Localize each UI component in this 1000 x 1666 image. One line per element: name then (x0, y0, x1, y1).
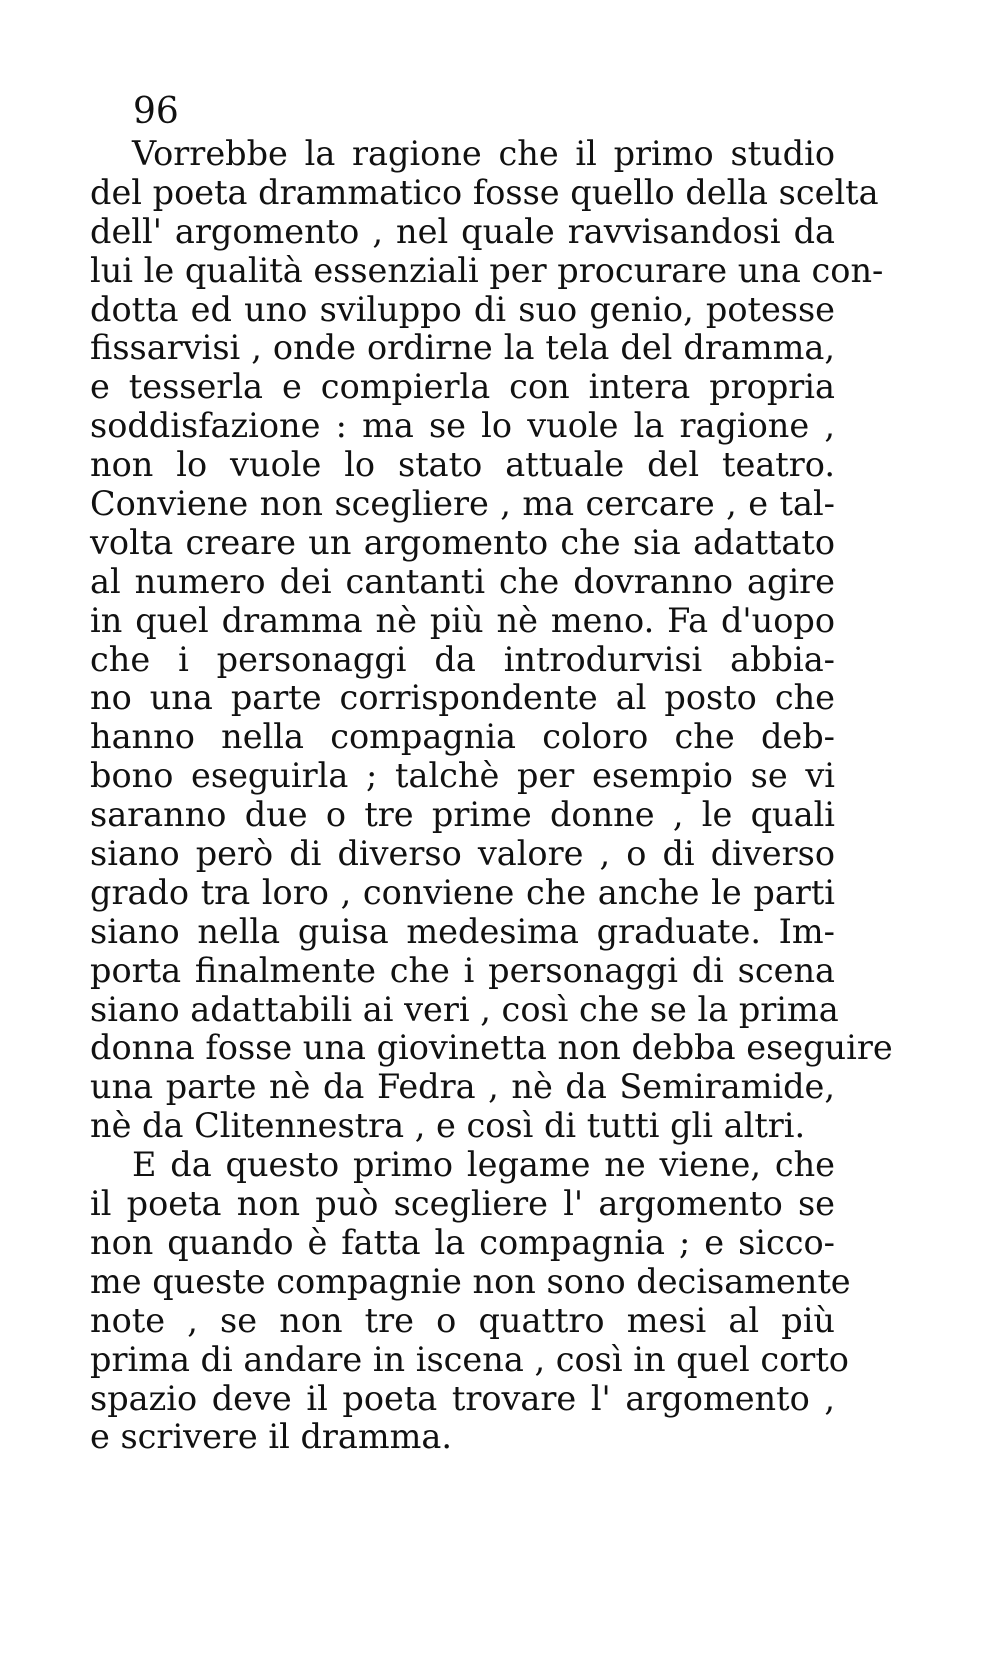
text-line: bono eseguirla ; talchè per esempio se vi (90, 756, 835, 796)
text-line: donna fosse una giovinetta non debba eseguire (90, 1028, 893, 1068)
text-line: dell' argomento , nel quale ravvisandosi da (90, 211, 835, 251)
text-line: che i personaggi da introdurvisi abbia- (90, 639, 835, 679)
text-line: dotta ed uno sviluppo di suo genio, potesse (90, 289, 835, 329)
text-line: e scrivere il dramma. (90, 1417, 453, 1457)
text-line: e tesserla e compierla con intera propria (90, 367, 835, 407)
text-line: lui le qualità essenziali per procurare una con- (90, 250, 884, 290)
text-line: saranno due o tre prime donne , le quali (90, 795, 835, 835)
text-line: il poeta non può scegliere l' argomento se (90, 1184, 835, 1224)
text-line: Vorrebbe la ragione che il primo studio (132, 134, 835, 173)
text-line: prima di andare in iscena , così in quel corto (90, 1339, 849, 1379)
text-line: nè da Clitennestra , e così di tutti gli altri. (90, 1106, 806, 1146)
text-line: siano adattabili ai veri , così che se la prima (90, 989, 839, 1029)
text-line: grado tra loro , conviene che anche le parti (90, 872, 835, 912)
paragraph (90, 134, 893, 1146)
text-line: non quando è fatta la compagnia ; e sicco- (90, 1222, 835, 1262)
text-line: in quel dramma nè più nè meno. Fa d'uopo (90, 600, 835, 640)
text-line: volta creare un argomento che sia adattato (90, 522, 835, 562)
text-line: soddisfazione : ma se lo vuole la ragione , (90, 406, 835, 446)
text-line: fissarvisi , onde ordirne la tela del dramma, (90, 328, 835, 368)
text-line: porta finalmente che i personaggi di scena (90, 950, 835, 990)
text-line: siano però di diverso valore , o di diverso (90, 834, 835, 874)
text-line: del poeta drammatico fosse quello della scelta (90, 172, 879, 212)
text-line: Conviene non scegliere , ma cercare , e tal- (90, 484, 835, 524)
text-line: note , se non tre o quattro mesi al più (90, 1300, 835, 1340)
text-line: siano nella guisa medesima graduate. Im- (90, 911, 835, 951)
text-line: me queste compagnie non sono decisamente (90, 1261, 851, 1301)
page-number: 96 (133, 91, 179, 132)
text-line: non lo vuole lo stato attuale del teatro. (90, 445, 835, 485)
text-line: spazio deve il poeta trovare l' argomento , (90, 1378, 835, 1418)
paragraph (90, 1145, 851, 1457)
text-line: no una parte corrispondente al posto che (90, 678, 835, 718)
text-line: una parte nè da Fedra , nè da Semiramide, (90, 1067, 835, 1107)
text-line: hanno nella compagnia coloro che deb- (90, 717, 835, 757)
text-line: al numero dei cantanti che dovranno agire (90, 561, 835, 601)
text-line: E da questo primo legame ne viene, che (132, 1145, 835, 1185)
body-text (90, 134, 893, 1457)
